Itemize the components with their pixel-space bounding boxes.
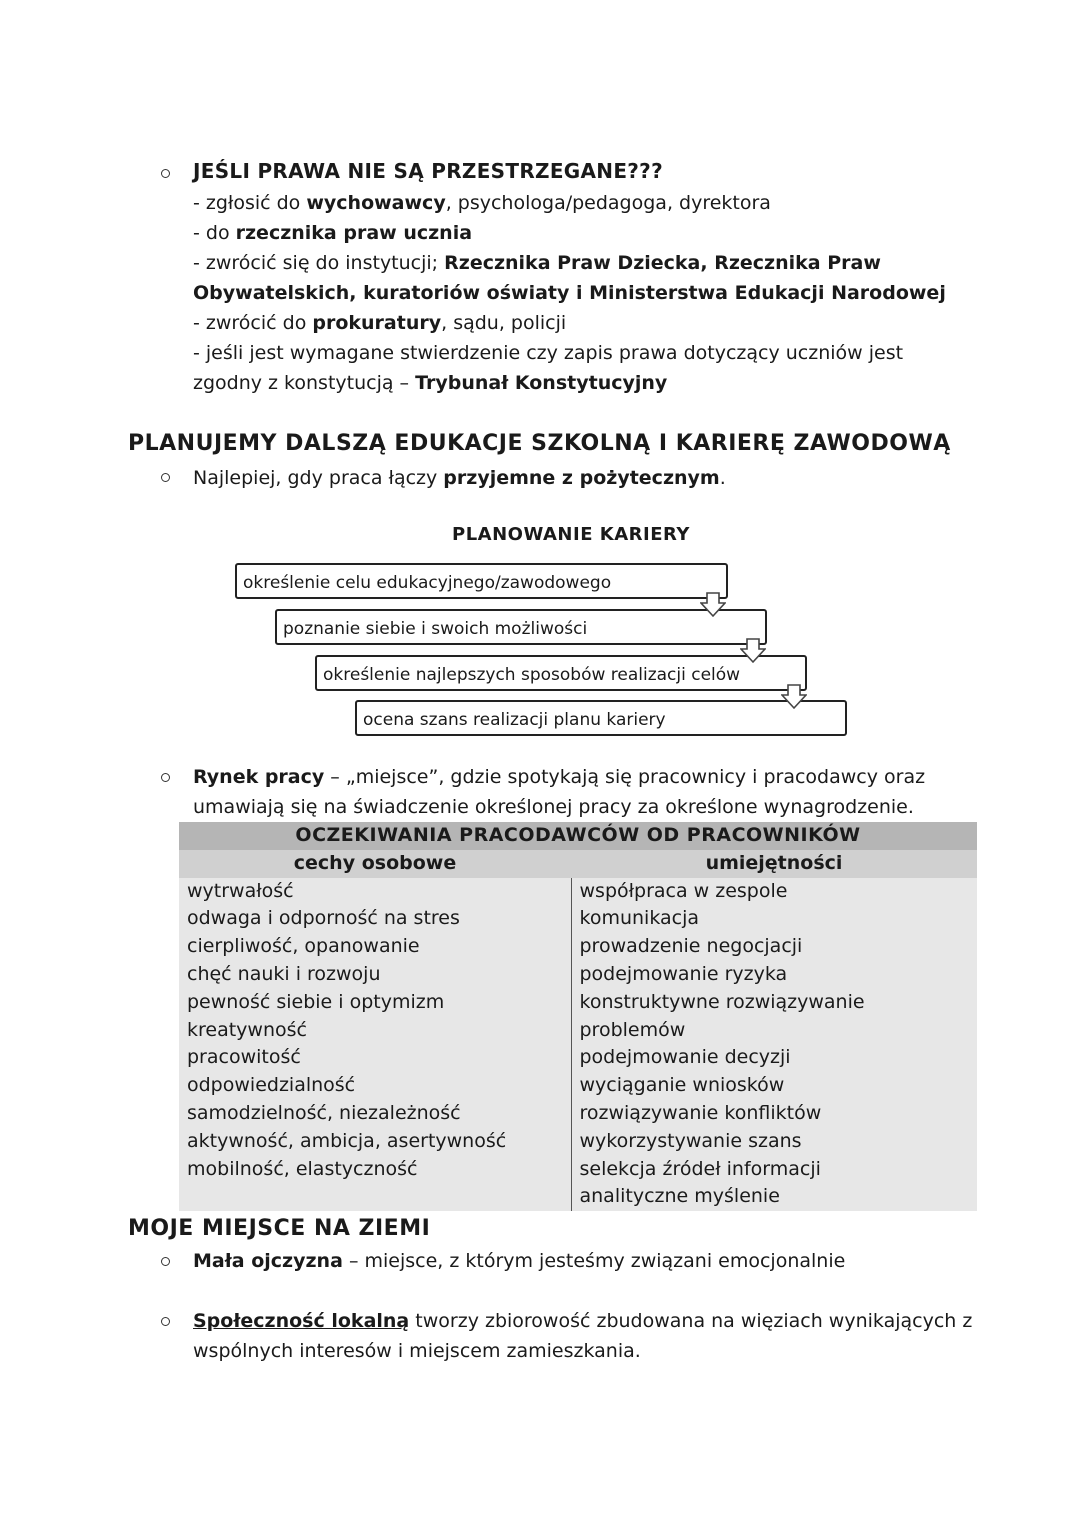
col-header-traits: cechy osobowe [179, 850, 571, 878]
list-item: samodzielność, niezależność [187, 1101, 461, 1124]
list-item: podejmowanie decyzji [579, 1046, 791, 1069]
table-title: OCZEKIWANIA PRACODAWCÓW OD PRACOWNIKÓW [179, 822, 977, 850]
list-item: odwaga i odporność na stres [187, 907, 460, 930]
local-community-text-2: wspólnych interesów i miejscem zamieszkania. [193, 1340, 641, 1362]
rights-line-5: - zwrócić do prokuratury, sądu, policji [193, 312, 567, 334]
bullet-icon [161, 473, 170, 482]
skills-column [571, 878, 977, 1212]
list-item: wytrwałość [187, 879, 294, 902]
rights-line-4: Obywatelskich, kuratoriów oświaty i Ministerstwa Edukacji Narodowej [193, 282, 946, 304]
list-item: odpowiedzialność [187, 1074, 356, 1097]
list-item: konstruktywne rozwiązywanie problemów [579, 990, 865, 1041]
list-item: komunikacja [579, 907, 700, 930]
list-item: wykorzystywanie szans [579, 1129, 802, 1152]
flow-step-2: poznanie siebie i swoich możliwości [275, 609, 767, 645]
table-title-row [179, 822, 977, 850]
rights-line-1: - zgłosić do wychowawcy, psychologa/pedagoga, dyrektora [193, 192, 771, 214]
bullet-icon [161, 1317, 170, 1326]
bullet-icon [161, 169, 170, 178]
bullet-icon [161, 1257, 170, 1266]
flow-step-4: ocena szans realizacji planu kariery [355, 700, 847, 736]
flow-step-3: określenie najlepszych sposobów realizacji celów [315, 655, 807, 691]
flow-step-1: określenie celu edukacyjnego/zawodowego [235, 563, 728, 599]
list-item: analityczne myślenie [579, 1185, 780, 1208]
list-item: rozwiązywanie konfliktów [579, 1101, 822, 1124]
flow-title: PLANOWANIE KARIERY [452, 524, 690, 545]
rights-line-3: - zwrócić się do instytucji; Rzecznika Praw Dziecka, Rzecznika Praw [193, 252, 881, 274]
labor-market-text-2: umawiają się na świadczenie określonej pracy za określone wynagrodzenie. [193, 796, 914, 818]
list-item: współpraca w zespole [579, 879, 788, 902]
list-item: aktywność, ambicja, asertywność [187, 1129, 507, 1152]
rights-line-7: zgodny z konstytucją – Trybunał Konstytucyjny [193, 372, 668, 394]
list-item: prowadzenie negocjacji [579, 935, 803, 958]
traits-column [179, 878, 571, 1212]
rights-heading: JEŚLI PRAWA NIE SĄ PRZESTRZEGANE??? [193, 159, 663, 183]
list-item: cierpliwość, opanowanie [187, 935, 420, 958]
employer-expectations-table [179, 822, 977, 1211]
list-item: podejmowanie ryzyka [579, 962, 788, 985]
list-item: kreatywność [187, 1018, 307, 1041]
list-item: mobilność, elastyczność [187, 1157, 418, 1180]
table-header-row [179, 850, 977, 878]
down-arrow-icon [700, 592, 726, 618]
down-arrow-icon [781, 684, 807, 710]
list-item: chęć nauki i rozwoju [187, 962, 381, 985]
rights-line-6: - jeśli jest wymagane stwierdzenie czy zapis prawa dotyczący uczniów jest [193, 342, 904, 364]
table-body-row [179, 878, 977, 1212]
col-header-skills: umiejętności [571, 850, 977, 878]
list-item: pracowitość [187, 1046, 301, 1069]
rights-line-2: - do rzecznika praw ucznia [193, 222, 473, 244]
career-bullet-text: Najlepiej, gdy praca łączy przyjemne z pożytecznym. [193, 467, 726, 489]
labor-market-text: Rynek pracy – „miejsce”, gdzie spotykają się pracownicy i pracodawcy oraz [193, 766, 926, 788]
place-heading: MOJE MIEJSCE NA ZIEMI [128, 1216, 431, 1241]
list-item: pewność siebie i optymizm [187, 990, 445, 1013]
career-heading: PLANUJEMY DALSZĄ EDUKACJE SZKOLNĄ I KARIERĘ ZAWODOWĄ [128, 431, 951, 456]
small-homeland-text: Mała ojczyzna – miejsce, z którym jesteśmy związani emocjonalnie [193, 1250, 846, 1272]
bullet-icon [161, 773, 170, 782]
down-arrow-icon [740, 638, 766, 664]
local-community-text: Społeczność lokalną tworzy zbiorowość zbudowana na więziach wynikających z [193, 1310, 973, 1332]
list-item: selekcja źródeł informacji [579, 1157, 821, 1180]
list-item: wyciąganie wniosków [579, 1074, 785, 1097]
